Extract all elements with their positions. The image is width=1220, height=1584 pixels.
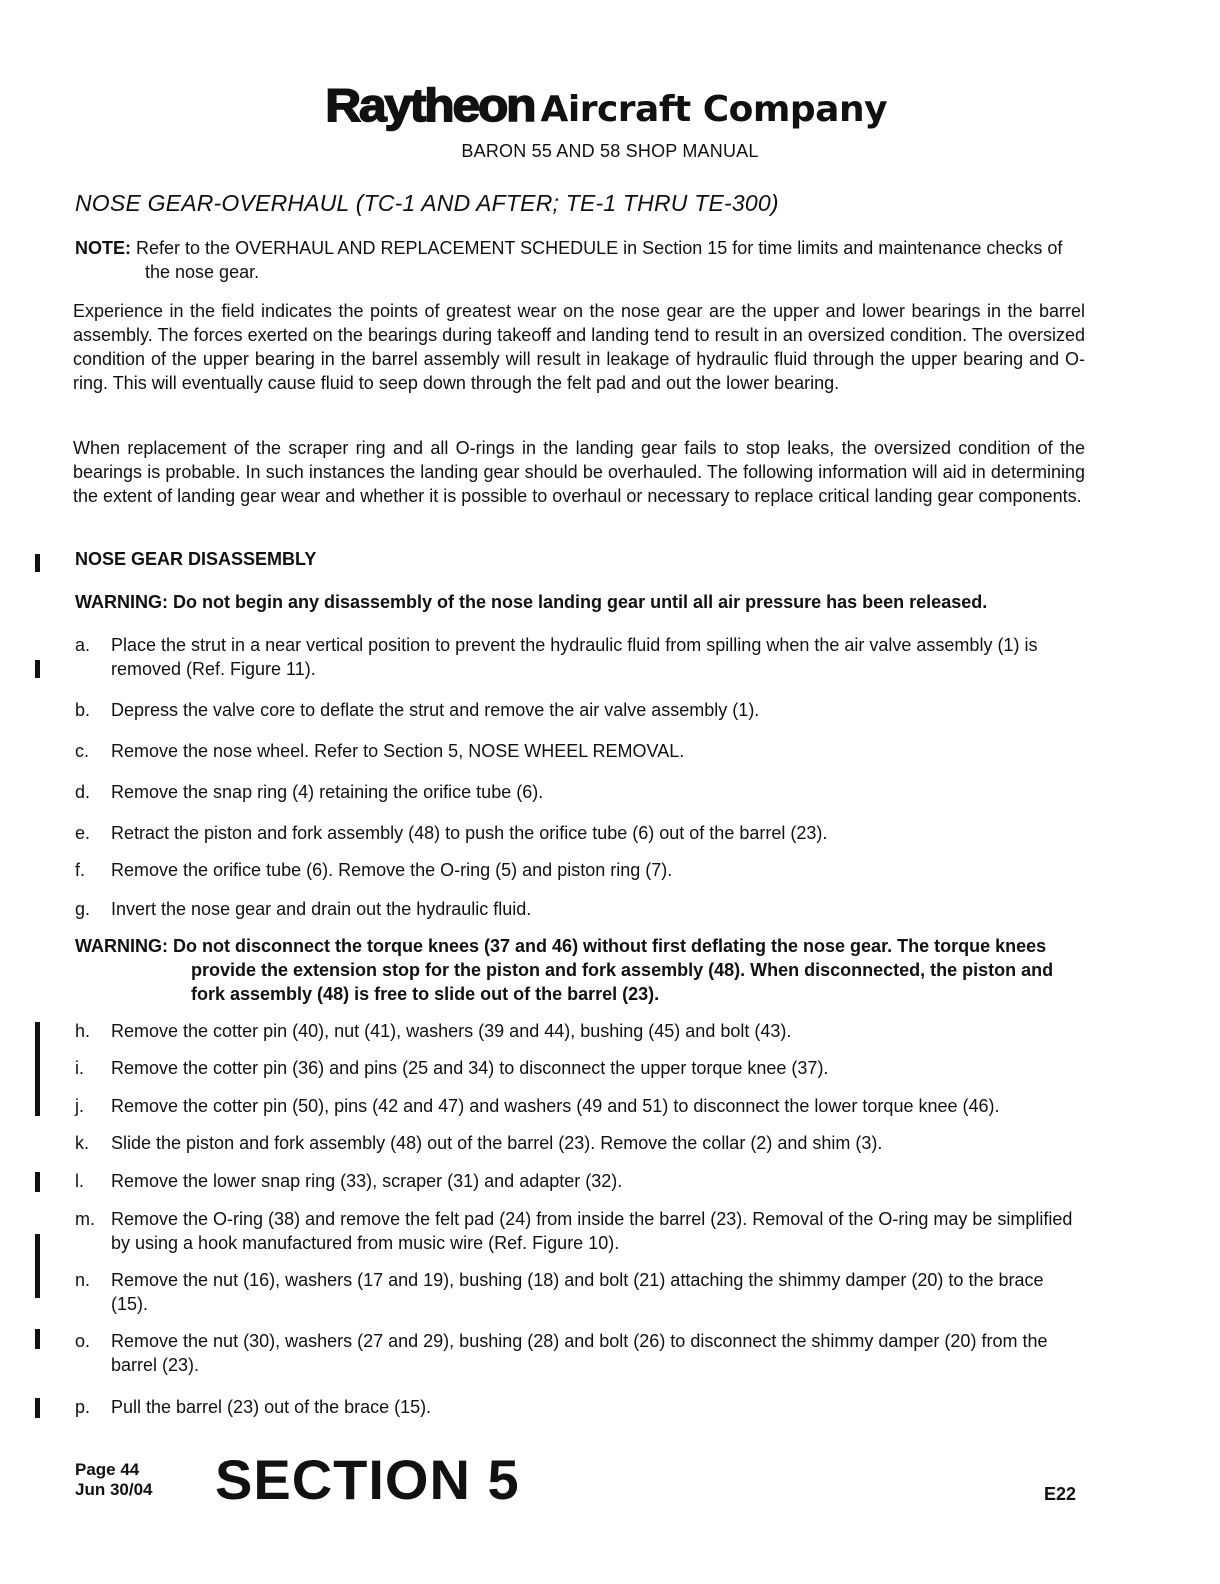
step-text: Invert the nose gear and drain out the hydraulic fluid.: [111, 899, 532, 919]
paragraph-wear: Experience in the field indicates the points of greatest wear on the nose gear are the upper and lower bearings in the barrel assembly. The forces exerted on the bearings during takeoff and landing tend to result in an oversized condition. The oversized condition of the upper bearing in the barrel assembly will result in leakage of hydraulic fluid through the upper bearing and O-ring. This will eventually cause fluid to seep down through the felt pad and out the lower bearing.: [73, 301, 1085, 393]
note-block: [75, 236, 1085, 284]
page-header: [0, 79, 1220, 162]
step-d: [75, 780, 1085, 804]
step-letter: o.: [75, 1331, 91, 1351]
step-letter: l.: [75, 1171, 84, 1191]
step-f: [75, 858, 1085, 882]
step-text: Place the strut in a near vertical position to prevent the hydraulic fluid from spilling when the air valve assembly (1) is removed (Ref. Figure 11).: [111, 635, 1038, 679]
paragraph-replacement: When replacement of the scraper ring and all O-rings in the landing gear fails to stop leaks, the oversized condition of the bearings is probable. In such instances the landing gear should be overhauled. The following information will aid in determining the extent of landing gear wear and whether it is possible to overhaul or necessary to replace critical landing gear components.: [73, 438, 1085, 506]
change-bar: [35, 554, 40, 572]
footer-page-info: [75, 1460, 153, 1500]
step-text: Remove the lower snap ring (33), scraper (31) and adapter (32).: [111, 1171, 623, 1191]
page-number: Page 44: [75, 1460, 140, 1479]
change-bar: [35, 1022, 40, 1116]
warning-air-pressure: WARNING: Do not begin any disassembly of the nose landing gear until all air pressure has been released.: [75, 592, 988, 612]
change-bar: [35, 1172, 40, 1192]
step-text: Remove the nut (30), washers (27 and 29), bushing (28) and bolt (26) to disconnect the shimmy damper (20) from the barrel (23).: [111, 1331, 1048, 1375]
step-text: Remove the orifice tube (6). Remove the O-ring (5) and piston ring (7).: [111, 860, 673, 880]
step-b: [75, 698, 1085, 722]
step-text: Slide the piston and fork assembly (48) out of the barrel (23). Remove the collar (2) and shim (3).: [111, 1133, 883, 1153]
footer-code: E22: [1044, 1484, 1077, 1504]
step-text: Remove the cotter pin (50), pins (42 and 47) and washers (49 and 51) to disconnect the lower torque knee (46).: [111, 1096, 1000, 1116]
step-letter: j.: [75, 1096, 84, 1116]
step-text: Remove the nose wheel. Refer to Section 5, NOSE WHEEL REMOVAL.: [111, 741, 685, 761]
step-text: Retract the piston and fork assembly (48) to push the orifice tube (6) out of the barrel (23).: [111, 823, 828, 843]
raytheon-logo: Raytheon: [325, 79, 535, 131]
change-bar: [35, 660, 40, 678]
step-letter: d.: [75, 782, 91, 802]
step-a: [75, 633, 1085, 681]
step-text: Remove the snap ring (4) retaining the orifice tube (6).: [111, 782, 544, 802]
step-i: [75, 1056, 1085, 1080]
change-bar: [35, 1329, 40, 1349]
step-text: Pull the barrel (23) out of the brace (15).: [111, 1397, 432, 1417]
warning-torque-knees: WARNING: Do not disconnect the torque knees (37 and 46) without first deflating the nose gear. The torque knees provide the extension stop for the piston and fork assembly (48). When disconnected, the piston and fork assembly (48) is free to slide out of the barrel (23).: [75, 936, 1054, 1004]
step-letter: c.: [75, 741, 90, 761]
step-text: Remove the nut (16), washers (17 and 19), bushing (18) and bolt (21) attaching the shimmy damper (20) to the brace (15).: [111, 1270, 1044, 1314]
note-label: NOTE:: [75, 238, 131, 258]
step-letter: f.: [75, 860, 86, 880]
step-letter: k.: [75, 1133, 90, 1153]
step-text: Remove the cotter pin (36) and pins (25 and 34) to disconnect the upper torque knee (37).: [111, 1058, 829, 1078]
note-text: Refer to the OVERHAUL AND REPLACEMENT SCHEDULE in Section 15 for time limits and maintenance checks of the nose gear.: [136, 238, 1063, 282]
step-letter: a.: [75, 635, 91, 655]
step-text: Remove the cotter pin (40), nut (41), washers (39 and 44), bushing (45) and bolt (43).: [111, 1021, 792, 1041]
step-l: [75, 1169, 1085, 1193]
step-m: [75, 1207, 1085, 1255]
footer-section-title: SECTION 5: [215, 1448, 520, 1511]
step-letter: p.: [75, 1397, 91, 1417]
step-letter: h.: [75, 1021, 91, 1041]
step-h: [75, 1019, 1085, 1043]
step-n: [75, 1268, 1085, 1316]
step-k: [75, 1131, 1085, 1155]
step-j: [75, 1094, 1085, 1118]
step-letter: g.: [75, 899, 91, 919]
change-bar: [35, 1234, 40, 1298]
brand-line: [0, 79, 1220, 133]
step-letter: i.: [75, 1058, 84, 1078]
step-e: [75, 821, 1085, 845]
revision-date: Jun 30/04: [75, 1480, 153, 1499]
step-o: [75, 1329, 1085, 1377]
step-letter: b.: [75, 700, 91, 720]
section-heading: NOSE GEAR DISASSEMBLY: [75, 549, 317, 569]
step-g: [75, 897, 1085, 921]
step-text: Depress the valve core to deflate the strut and remove the air valve assembly (1).: [111, 700, 760, 720]
step-letter: m.: [75, 1209, 95, 1229]
manual-title: BARON 55 AND 58 SHOP MANUAL: [461, 141, 759, 161]
step-letter: e.: [75, 823, 91, 843]
page-title: NOSE GEAR-OVERHAUL (TC-1 AND AFTER; TE-1 THRU TE-300): [75, 190, 779, 216]
step-text: Remove the O-ring (38) and remove the felt pad (24) from inside the barrel (23). Removal of the O-ring may be simplified by using a hook manufactured from music wire (Ref. Figure 10).: [111, 1209, 1073, 1253]
step-c: [75, 739, 1085, 763]
step-p: [75, 1395, 1085, 1419]
company-name: Aircraft Company: [540, 89, 888, 130]
change-bar: [35, 1398, 40, 1418]
step-letter: n.: [75, 1270, 91, 1290]
